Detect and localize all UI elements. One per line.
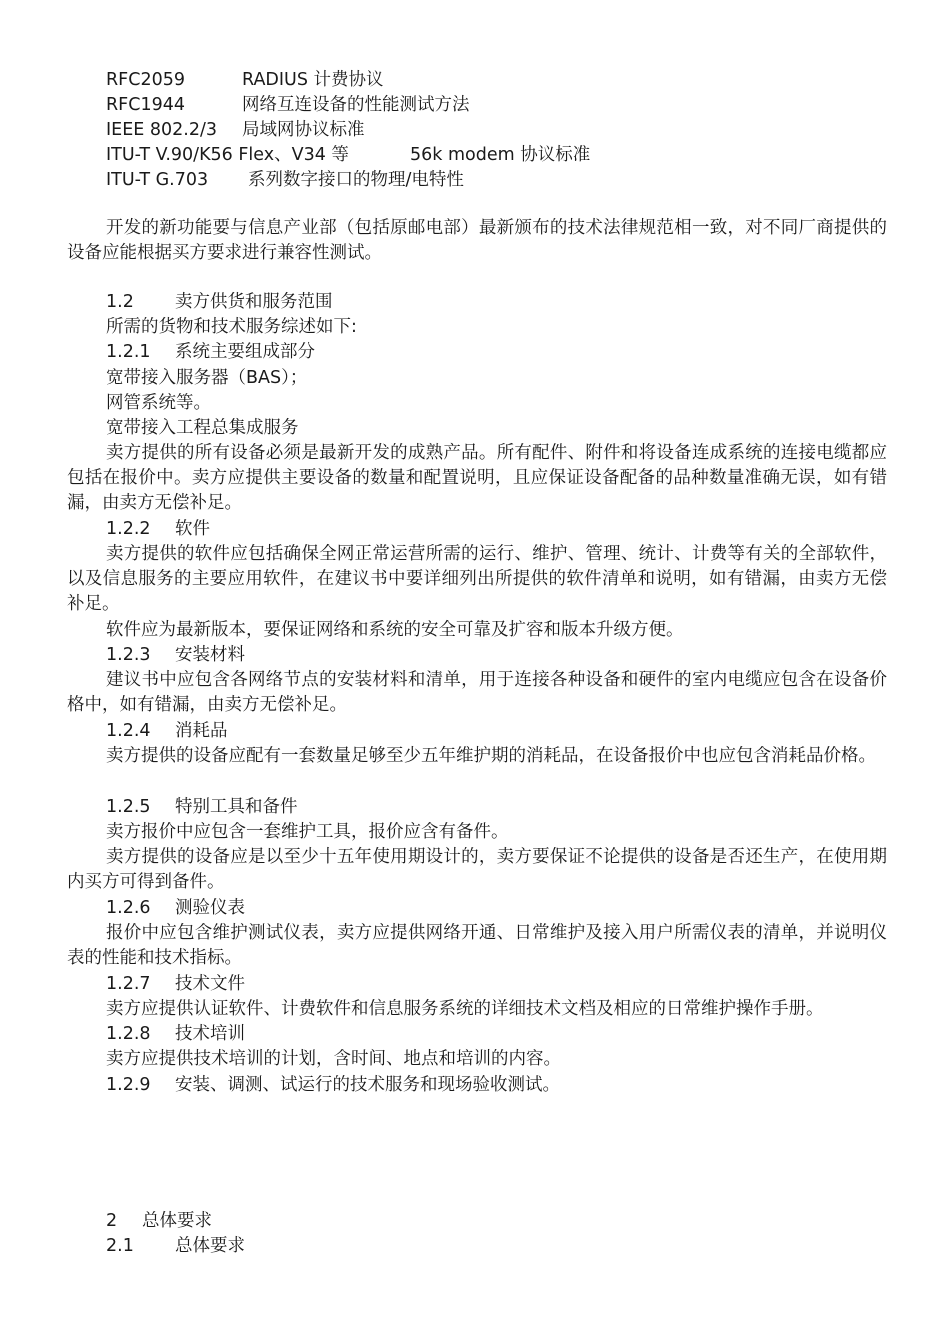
section-heading-1-2-2 (106, 517, 210, 542)
section-heading-1-2-8 (106, 1022, 245, 1047)
section-heading-1-2-6 (106, 896, 245, 921)
section-heading-1-2-5 (106, 795, 298, 820)
standard-code: ITU-T V.90/K56 Flex、V34 等 (106, 145, 349, 165)
paragraph-1-2-3: 建议书中应包含各网络节点的安装材料和清单，用于连接各种设备和硬件的室内电缆应包含在设备价格中，如有错漏，由卖方无偿补足。 (67, 670, 887, 716)
section-title: 总体要求 (142, 1211, 212, 1231)
paragraph-1-2-5-b: 卖方提供的设备应是以至少十五年使用期设计的，卖方要保证不论提供的设备是否还生产，在使用期内买方可得到备件。 (67, 847, 887, 893)
section-number: 1.2.7 (106, 974, 151, 994)
section-heading-2 (106, 1209, 212, 1234)
section-number: 1.2.5 (106, 797, 151, 817)
standard-title: 局域网协议标准 (242, 120, 365, 140)
standard-item (106, 68, 384, 93)
section-summary: 所需的货物和技术服务综述如下: (106, 317, 357, 337)
section-title: 技术培训 (175, 1024, 245, 1044)
section-title: 系统主要组成部分 (175, 342, 315, 362)
section-title: 软件 (175, 519, 210, 539)
standard-code: ITU-T G.703 (106, 170, 209, 190)
section-heading-2-1 (106, 1234, 245, 1259)
section-title: 安装材料 (175, 645, 245, 665)
section-title: 卖方供货和服务范围 (175, 292, 333, 312)
section-number: 1.2.2 (106, 519, 151, 539)
section-number: 2 (106, 1211, 118, 1231)
component-item: 宽带接入服务器（BAS）； (106, 368, 308, 388)
standard-item (106, 93, 470, 118)
section-number: 1.2 (106, 292, 134, 312)
paragraph-1-2-8: 卖方应提供技术培训的计划，含时间、地点和培训的内容。 (106, 1049, 561, 1069)
standard-title: 56k modem 协议标准 (410, 145, 591, 165)
section-number: 1.2.4 (106, 721, 151, 741)
component-item: 宽带接入工程总集成服务 (106, 418, 299, 438)
section-title: 安装、调测、试运行的技术服务和现场验收测试。 (175, 1075, 560, 1095)
paragraph-1-2-4: 卖方提供的设备应配有一套数量足够至少五年维护期的消耗品，在设备报价中也应包含消耗品价格。 (106, 746, 876, 766)
paragraph-1-2-7: 卖方应提供认证软件、计费软件和信息服务系统的详细技术文档及相应的日常维护操作手册。 (106, 999, 824, 1019)
standard-code: IEEE 802.2/3 (106, 120, 218, 140)
section-number: 1.2.8 (106, 1024, 151, 1044)
paragraph-1-2-2-a: 卖方提供的软件应包括确保全网正常运营所需的运行、维护、管理、统计、计费等有关的全部软件，以及信息服务的主要应用软件，在建议书中要详细列出所提供的软件清单和说明，如有错漏，由卖方无偿补足。 (67, 544, 887, 615)
section-title: 总体要求 (175, 1236, 245, 1256)
section-title: 特别工具和备件 (175, 797, 298, 817)
section-number: 1.2.1 (106, 342, 151, 362)
standard-title: RADIUS 计费协议 (242, 70, 384, 90)
section-heading-1-2-7 (106, 972, 245, 997)
standard-code: RFC1944 (106, 95, 185, 115)
component-item: 网管系统等。 (106, 393, 211, 413)
section-title: 测验仪表 (175, 898, 245, 918)
paragraph-1-2-2-b: 软件应为最新版本，要保证网络和系统的安全可靠及扩容和版本升级方便。 (106, 620, 684, 640)
section-title: 技术文件 (175, 974, 245, 994)
standard-code: RFC2059 (106, 70, 185, 90)
section-number: 1.2.3 (106, 645, 151, 665)
intro-paragraph: 开发的新功能要与信息产业部（包括原邮电部）最新颁布的技术法律规范相一致，对不同厂商提供的设备应能根据买方要求进行兼容性测试。 (67, 218, 887, 264)
standard-item (106, 168, 464, 193)
section-number: 1.2.9 (106, 1075, 151, 1095)
paragraph-1-2-6: 报价中应包含维护测试仪表，卖方应提供网络开通、日常维护及接入用户所需仪表的清单，并说明仪表的性能和技术指标。 (67, 923, 887, 969)
section-number: 2.1 (106, 1236, 134, 1256)
standard-title: 网络互连设备的性能测试方法 (242, 95, 470, 115)
section-heading-1-2-1 (106, 340, 315, 365)
section-heading-1-2-3 (106, 643, 245, 668)
paragraph-1-2-1: 卖方提供的所有设备必须是最新开发的成熟产品。所有配件、附件和将设备连成系统的连接电缆都应包括在报价中。卖方应提供主要设备的数量和配置说明，且应保证设备配备的品种数量准确无误，如有错漏，由卖方无偿补足。 (67, 443, 887, 514)
section-heading-1-2-4 (106, 719, 228, 744)
standard-title: 系列数字接口的物理/电特性 (248, 170, 464, 190)
paragraph-1-2-5-a: 卖方报价中应包含一套维护工具，报价应含有备件。 (106, 822, 509, 842)
section-number: 1.2.6 (106, 898, 151, 918)
standard-item (106, 118, 365, 143)
section-heading-1-2 (106, 290, 333, 315)
standard-item (106, 143, 590, 168)
section-heading-1-2-9 (106, 1073, 560, 1098)
section-title: 消耗品 (175, 721, 228, 741)
